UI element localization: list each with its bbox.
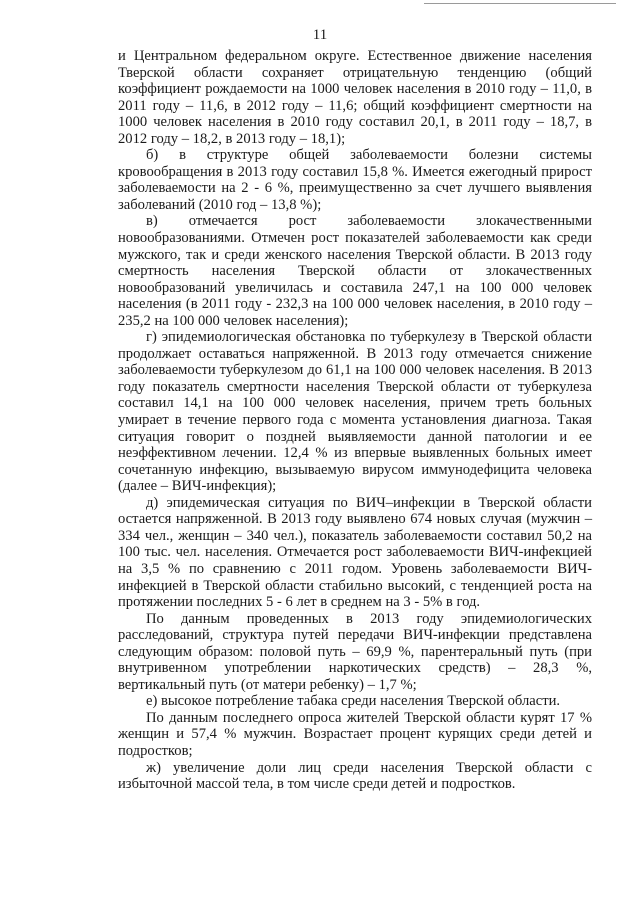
paragraph-continuation: и Центральном федеральном округе. Естественное движение населения Тверской области сохраняет отрицательную тенденцию (общий коэффициент рождаемости на 1000 человек населения в 2010 году – 11,0, в 2011 году – 11,6, в 2012 году – 11,6; общий коэффициент смертности на 1000 человек населения в 2010 году составил 20,1, в 2011 году – 18,7, в 2012 году – 18,2, в 2013 году – 18,1);: [118, 48, 592, 147]
paragraph-hiv-transmission: По данным проведенных в 2013 году эпидемиологических расследований, структура путей передачи ВИЧ-инфекции представлена следующим образом: половой путь – 69,9 %, парентеральный путь (при внутривенном употреблении наркотических средств) – 28,3 %, вертикальный путь (от матери ребенку) – 1,7 %;: [118, 610, 592, 693]
paragraph-item-zh: ж) увеличение доли лиц среди населения Тверской области с избыточной массой тела, в том числе среди детей и подростков.: [118, 759, 592, 793]
paragraph-item-b: б) в структуре общей заболеваемости болезни системы кровообращения в 2013 году составил 15,8 %. Имеется ежегодный прирост заболеваемости на 2 - 6 %, преимущественно за счет лучшего выявления заболеваний (2010 год – 13,8 %);: [118, 147, 592, 213]
page-number: 11: [312, 27, 328, 43]
paragraph-smoking-survey: По данным последнего опроса жителей Тверской области курят 17 % женщин и 57,4 % мужчин. Возрастает процент курящих среди детей и подростков;: [118, 709, 592, 759]
top-rule: [424, 3, 616, 4]
paragraph-item-g: г) эпидемиологическая обстановка по туберкулезу в Тверской области продолжает оставаться напряженной. В 2013 году отмечается снижение заболеваемости туберкулезом до 61,1 на 100 000 человек населения. В 2013 году показатель смертности населения Тверской области от туберкулеза составил 14,1 на 100 000 человек населения, причем треть больных умирает в течение первого года с момента установления диагноза. Такая ситуация говорит о поздней выявляемости данной патологии и ее неэффективном лечении. 12,4 % из впервые выявленных больных имеет сочетанную инфекцию, вызываемую вирусом иммунодефицита человека (далее – ВИЧ-инфекция);: [118, 329, 592, 495]
paragraph-item-e: е) высокое потребление табака среди населения Тверской области.: [146, 693, 561, 710]
paragraph-item-v: в) отмечается рост заболеваемости злокачественными новообразованиями. Отмечен рост показателей заболеваемости как среди мужского, так и среди женского населения Тверской области. В 2013 году смертность населения Тверской области от злокачественных новообразований увеличилась и составила 247,1 на 100 000 человек населения (в 2011 году - 232,3 на 100 000 человек населения, в 2010 году – 235,2 на 100 000 человек населения);: [118, 213, 592, 329]
paragraph-item-d: д) эпидемическая ситуация по ВИЧ–инфекции в Тверской области остается напряженной. В 2013 году выявлено 674 новых случая (мужчин – 334 чел., женщин – 340 чел.), показатель заболеваемости составил 50,2 на 100 тыс. чел. населения. Отмечается рост заболеваемости ВИЧ-инфекцией на 3,5 % по сравнению с 2011 годом. Уровень заболеваемости ВИЧ-инфекцией в Тверской области стабильно высокий, с тенденцией роста на протяжении последних 5 - 6 лет в среднем на 3 - 5% в год.: [118, 494, 592, 611]
document-body: [118, 48, 592, 793]
